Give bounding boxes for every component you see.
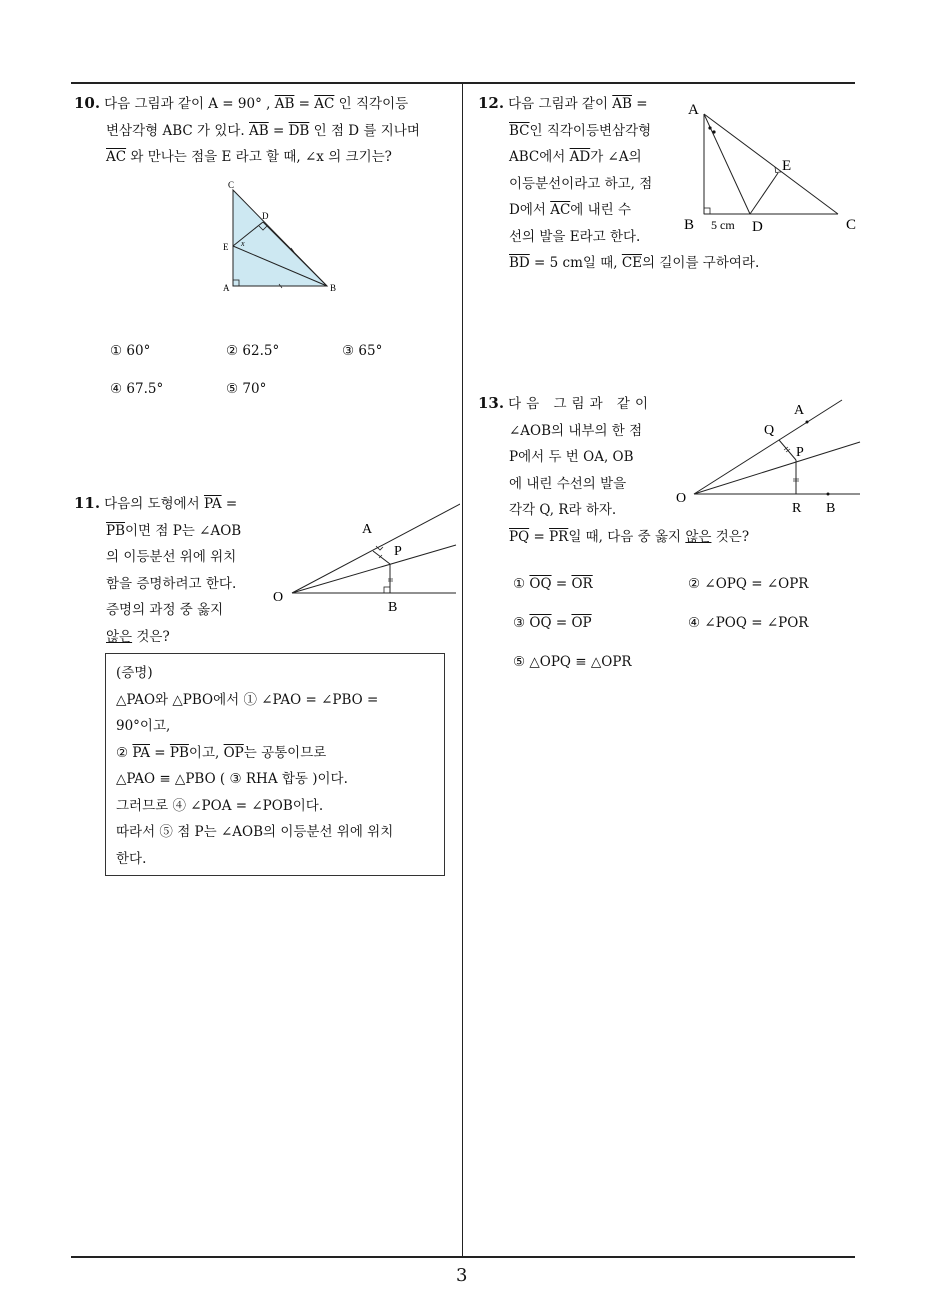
label-A: A xyxy=(794,403,805,418)
label-O: O xyxy=(273,590,284,605)
bottom-rule xyxy=(71,1256,855,1258)
question-number: 13. xyxy=(478,394,505,412)
question-number: 12. xyxy=(478,94,505,112)
question-number: 10. xyxy=(74,94,101,112)
choice-2[interactable]: ② ∠OPQ = ∠OPR xyxy=(688,576,809,592)
question-12-text: 12. 다음 그림과 같이 $\overline{AB}$ = $\overline{BC}$인 직각이등변삼각형 ABC에서 $\overline{AD}$가 ∠A의 이등분선이라고 하고, 점 D에서 $\overline{AC}$에 내린 수 선의 발을 E라고 한다. $\overline{BD} = 5$ cm일 때, $\overline{CE}$의 길이를 구하여라. xyxy=(478,94,760,271)
choice-1[interactable]: ① $\overline{OQ} = \overline{OR}$ xyxy=(513,576,593,592)
q13-figure xyxy=(674,392,864,522)
choice-3[interactable]: ③ $\overline{OQ} = \overline{OP}$ xyxy=(513,615,592,631)
choice-5[interactable]: ⑤ △OPQ ≡ △OPR xyxy=(513,654,632,670)
label-E: E xyxy=(782,158,792,174)
page-number: 3 xyxy=(456,1265,468,1286)
center-divider xyxy=(462,82,463,1258)
label-R: R xyxy=(792,501,802,516)
label-A: A xyxy=(362,522,373,537)
label-A: A xyxy=(223,283,230,293)
question-13-text: 13. 다음 그림과 같이 ∠AOB의 내부의 한 점 P에서 두 번 OA, OB 에 내린 수선의 발을 각각 Q, R라 하자. $\overline{PQ} = \overline{PR}$일 때, 다음 중 옳지 않은 것은? xyxy=(478,394,750,545)
label-Q: Q xyxy=(764,423,775,438)
label-B: B xyxy=(388,600,398,615)
label-B: B xyxy=(826,501,836,516)
label-B: B xyxy=(330,283,337,293)
label-C: C xyxy=(228,180,235,190)
question-11-text: 11. 다음의 도형에서 $\overline{PA}$ = $\overline{PB}$이면 점 P는 ∠AOB 의 이등분선 위에 위치 함을 증명하려고 한다. 증명의 과정 중 옳지 않은 것은? xyxy=(74,494,242,645)
choice-4[interactable]: ④ ∠POQ = ∠POR xyxy=(688,615,809,631)
label-C: C xyxy=(846,217,857,233)
label-length: 5 cm xyxy=(711,218,735,232)
choice-4[interactable]: ④ 67.5° xyxy=(110,381,164,397)
choice-3[interactable]: ③ 65° xyxy=(342,343,383,359)
label-P: P xyxy=(394,544,402,559)
label-E: E xyxy=(223,242,229,252)
label-A: A xyxy=(688,102,699,118)
label-B: B xyxy=(684,217,695,233)
q12-figure xyxy=(678,98,863,238)
label-D: D xyxy=(262,211,269,221)
proof-box: (증명) △PAO와 △PBO에서 ① ∠PAO = ∠PBO = 90°이고, ② $\overline{PA} = \overline{PB}$이고, $\overline{OP}$는 공통이므로 △PAO ≡ △PBO ( ③ RHA 합동 )이다. 그러므로 ④ ∠POA = ∠POB이다. 따라서 ⑤ 점 P는 ∠AOB의 이등분선 위에 위치 한다. xyxy=(105,653,445,876)
question-number: 11. xyxy=(74,494,101,512)
question-10-text: 10. 다음 그림과 같이 A = 90° , $\overline{AB} = \overline{AC}$ 인 직각이등 변삼각형 ABC 가 있다. $\overline{AB} = \overline{DB}$ 인 점 D 를 지나며 $\overline{AC}$ 와 만나는 점을 E 라고 할 때, ∠x 의 크기는? xyxy=(74,94,420,165)
label-D: D xyxy=(752,219,763,235)
choice-2[interactable]: ② 62.5° xyxy=(226,343,280,359)
choice-1[interactable]: ① 60° xyxy=(110,343,151,359)
label-x: x xyxy=(241,239,245,248)
q11-figure xyxy=(270,495,460,620)
label-P: P xyxy=(796,445,804,460)
q10-figure xyxy=(215,178,345,296)
label-O: O xyxy=(676,491,687,506)
choice-5[interactable]: ⑤ 70° xyxy=(226,381,267,397)
